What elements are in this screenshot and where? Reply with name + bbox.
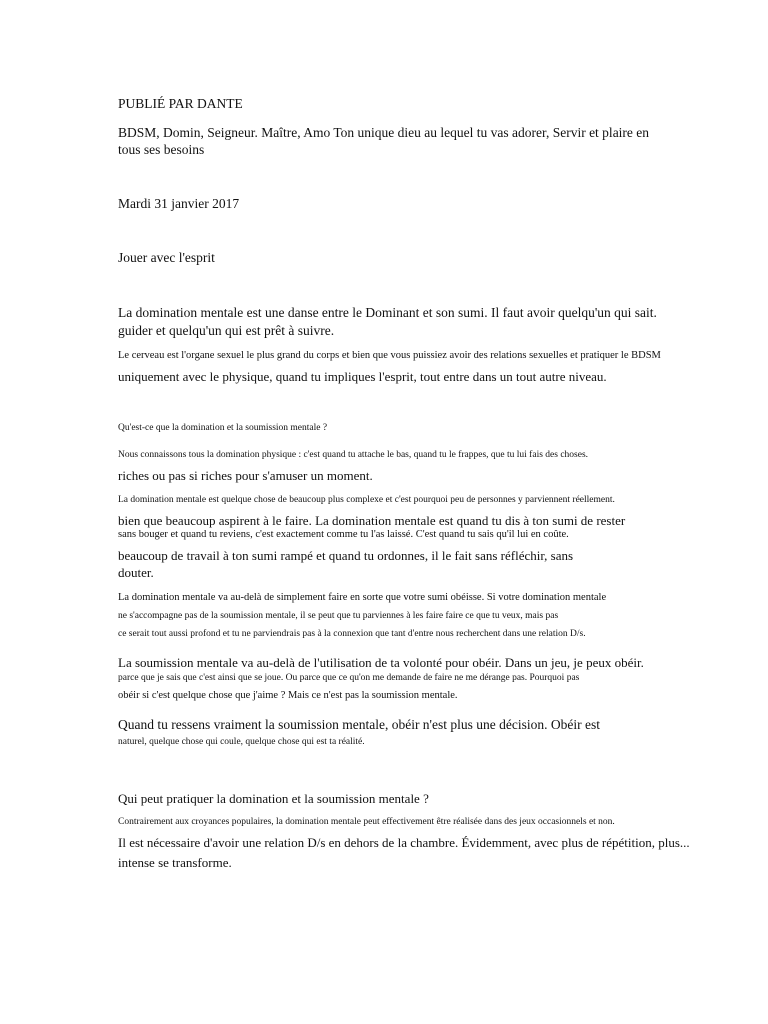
s2-p1-line-3: intense se transforme. <box>118 855 232 870</box>
s1-p2-line-5: douter. <box>118 565 154 580</box>
s1-p5-line-1: Quand tu ressens vraiment la soumission mentale, obéir n'est plus une décision. Obéir est <box>118 717 600 732</box>
intro-line-2: guider et quelqu'un qui est prêt à suivre. <box>118 323 335 338</box>
post-date: Mardi 31 janvier 2017 <box>118 196 240 211</box>
intro-line-1: La domination mentale est une danse entre le Dominant et son sumi. Il faut avoir quelqu'un qui sait. <box>118 305 657 320</box>
s2-p1-line-2: Il est nécessaire d'avoir une relation D/s en dehors de la chambre. Évidemment, avec plus de répétition, plus... <box>118 835 690 850</box>
s1-p2-line-2: bien que beaucoup aspirent à le faire. La domination mentale est quand tu dis à ton sumi de rester <box>118 513 626 528</box>
s1-p2-line-4: beaucoup de travail à ton sumi rampé et quand tu ordonnes, il le fait sans réfléchir, sans <box>118 548 574 563</box>
s1-p1-line-2: riches ou pas si riches pour s'amuser un moment. <box>118 468 373 483</box>
author-line: PUBLIÉ PAR DANTE <box>118 96 243 111</box>
tagline-line-1: BDSM, Domin, Seigneur. Maître, Amo Ton unique dieu au lequel tu vas adorer, Servir et plaire en <box>118 125 650 140</box>
s1-p2-line-3: sans bouger et quand tu reviens, c'est exactement comme tu l'as laissé. C'est quand tu sais qu'il lui en coûte. <box>118 529 569 540</box>
intro2-line-2: uniquement avec le physique, quand tu impliques l'esprit, tout entre dans un tout autre niveau. <box>118 369 607 384</box>
s1-p3-line-1: La domination mentale va au-delà de simplement faire en sorte que votre sumi obéisse. Si votre domination mentale <box>118 592 607 603</box>
post-title: Jouer avec l'esprit <box>118 250 215 265</box>
intro2-line-1: Le cerveau est l'organe sexuel le plus grand du corps et bien que vous puissiez avoir des relations sexuelles et pratiquer le BDSM <box>118 350 661 361</box>
s1-p4-line-1: La soumission mentale va au-delà de l'utilisation de ta volonté pour obéir. Dans un jeu, je peux obéir. <box>118 655 644 670</box>
s1-p1-line-1: Nous connaissons tous la domination physique : c'est quand tu attache le bas, quand tu le frappes, que tu lui fais des choses. <box>118 450 589 460</box>
s1-p2-line-1: La domination mentale est quelque chose de beaucoup plus complexe et c'est pourquoi peu de personnes y parviennent réellement. <box>118 495 615 505</box>
s1-p4-line-3: obéir si c'est quelque chose que j'aime ? Mais ce n'est pas la soumission mentale. <box>118 690 458 701</box>
section1-heading: Qu'est-ce que la domination et la soumission mentale ? <box>118 423 328 433</box>
s2-p1-line-1: Contrairement aux croyances populaires, la domination mentale peut effectivement être réalisée dans des jeux occasionnels et non. <box>118 817 615 827</box>
tagline-line-2: tous ses besoins <box>118 142 205 157</box>
s1-p3-line-3: ce serait tout aussi profond et tu ne parviendrais pas à la connexion que tant d'entre nous recherchent dans une relation D/s. <box>118 629 586 639</box>
s1-p5-line-2: naturel, quelque chose qui coule, quelque chose qui est ta réalité. <box>118 737 365 747</box>
s1-p4-line-2: parce que je sais que c'est ainsi que se joue. Ou parce que ce qu'on me demande de faire ne me dérange pas. Pourquoi pas <box>118 673 580 683</box>
s1-p3-line-2: ne s'accompagne pas de la soumission mentale, il se peut que tu parviennes à les faire faire ce que tu veux, mais pas <box>118 611 559 621</box>
section2-heading: Qui peut pratiquer la domination et la soumission mentale ? <box>118 791 429 806</box>
